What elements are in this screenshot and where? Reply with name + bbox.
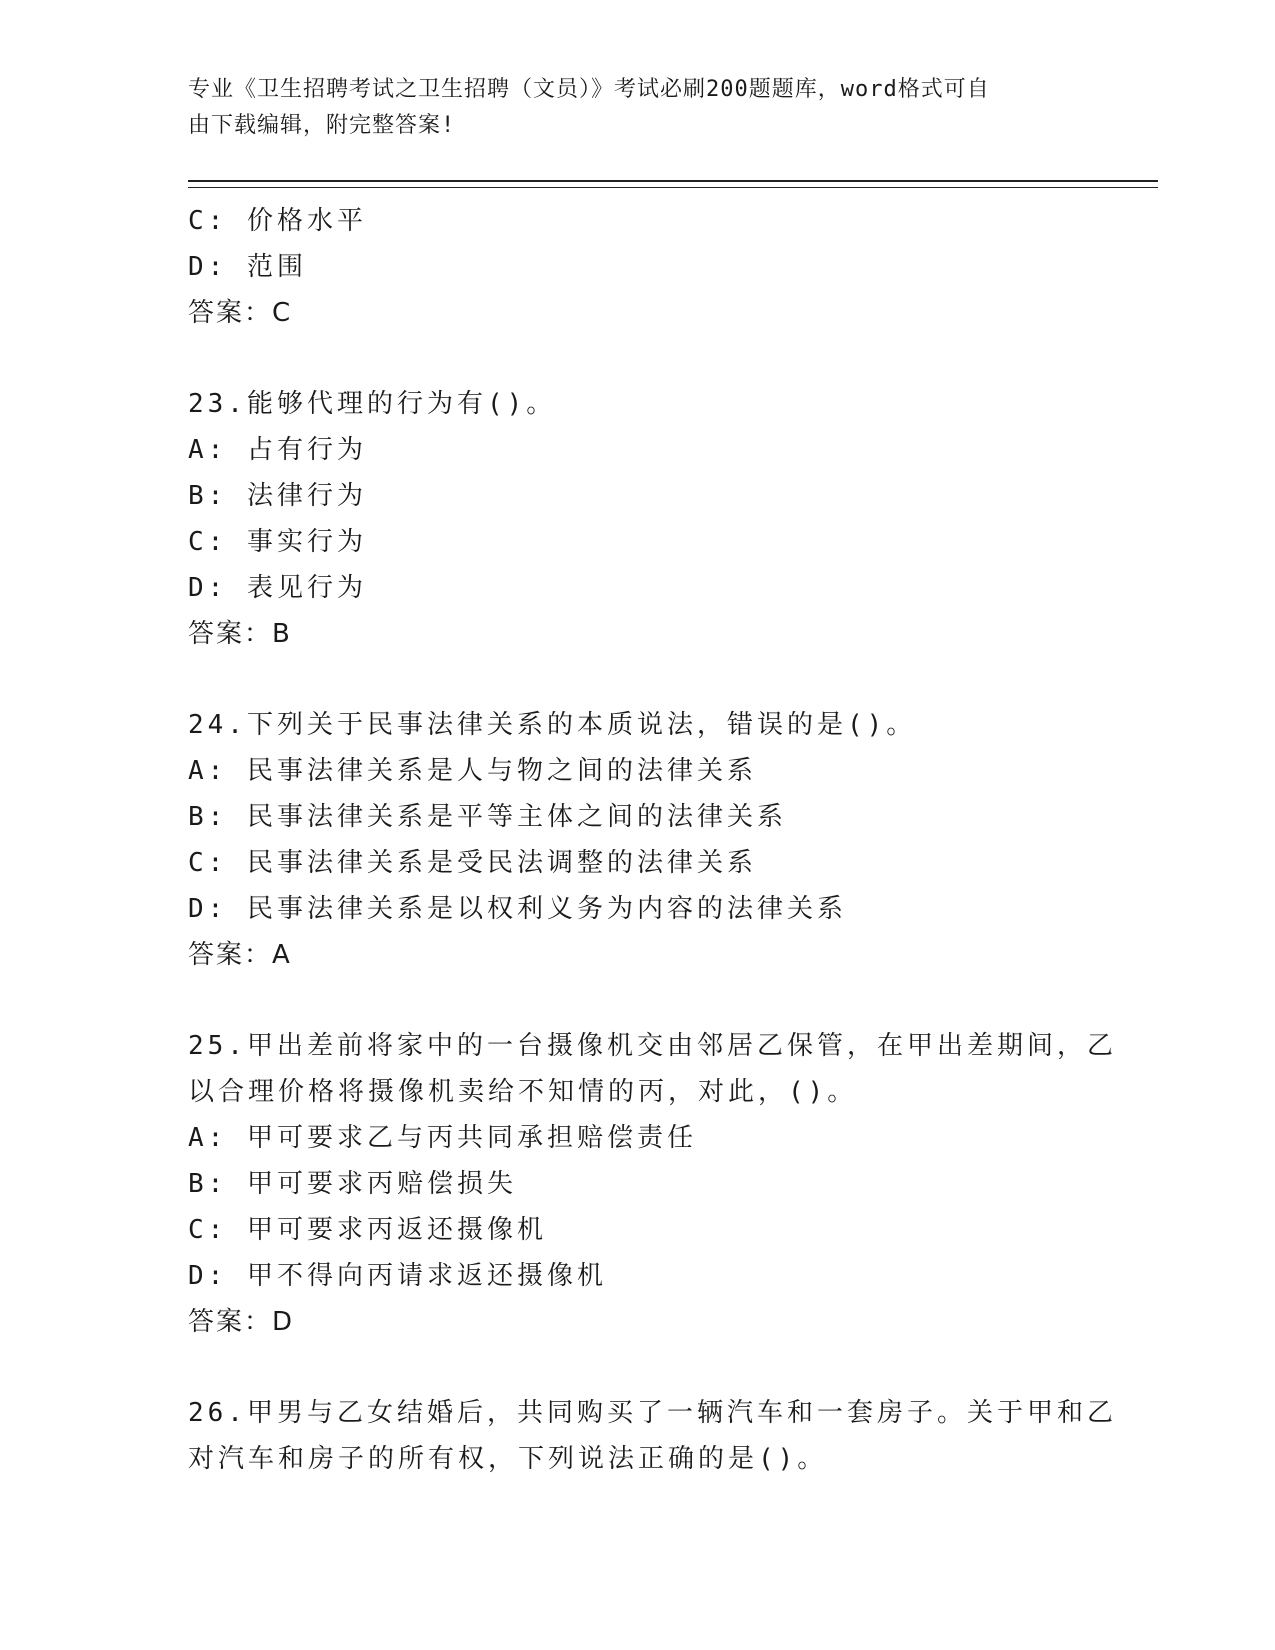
answer-line: 答案：A [188,940,292,970]
option-a: A: 甲可要求乙与丙共同承担赔偿责任 [188,1123,697,1153]
answer-line: 答案：C [188,298,293,328]
question-24 [188,702,1158,978]
header-line-1: 专业《卫生招聘考试之卫生招聘（文员）》考试必刷200题题库，word格式可自 [188,77,990,102]
document-header [188,72,1068,144]
carryover-block [188,198,1158,336]
question-stem-line-2: 以合理价格将摄像机卖给不知情的丙，对此，()。 [188,1077,858,1107]
header-line-2: 由下载编辑，附完整答案! [188,113,456,138]
option-d: D: 甲不得向丙请求返还摄像机 [188,1261,607,1291]
header-divider [188,180,1158,188]
question-stem: 23.能够代理的行为有()。 [188,389,557,419]
answer-line: 答案：D [188,1307,295,1337]
option-c: C: 甲可要求丙返还摄像机 [188,1215,547,1245]
option-b: B: 民事法律关系是平等主体之间的法律关系 [188,802,787,832]
option-a: A: 占有行为 [188,435,367,465]
question-25 [188,1023,1158,1345]
option-b: B: 甲可要求丙赔偿损失 [188,1169,517,1199]
option-d: D: 范围 [188,252,307,282]
option-d: D: 民事法律关系是以权利义务为内容的法律关系 [188,894,847,924]
option-d: D: 表见行为 [188,573,367,603]
question-stem-line-1: 26.甲男与乙女结婚后，共同购买了一辆汽车和一套房子。关于甲和乙 [188,1398,1117,1428]
document-page [188,72,1158,1482]
option-c: C: 民事法律关系是受民法调整的法律关系 [188,848,757,878]
answer-line: 答案：B [188,619,292,649]
question-stem-line-2: 对汽车和房子的所有权，下列说法正确的是()。 [188,1444,828,1474]
option-b: B: 法律行为 [188,481,367,511]
document-body [188,198,1158,1482]
option-a: A: 民事法律关系是人与物之间的法律关系 [188,756,757,786]
question-23 [188,381,1158,657]
question-stem-line-1: 25.甲出差前将家中的一台摄像机交由邻居乙保管，在甲出差期间，乙 [188,1031,1117,1061]
question-26 [188,1390,1158,1482]
question-stem: 24.下列关于民事法律关系的本质说法，错误的是()。 [188,710,917,740]
option-c: C: 事实行为 [188,527,367,557]
option-c: C: 价格水平 [188,206,367,236]
